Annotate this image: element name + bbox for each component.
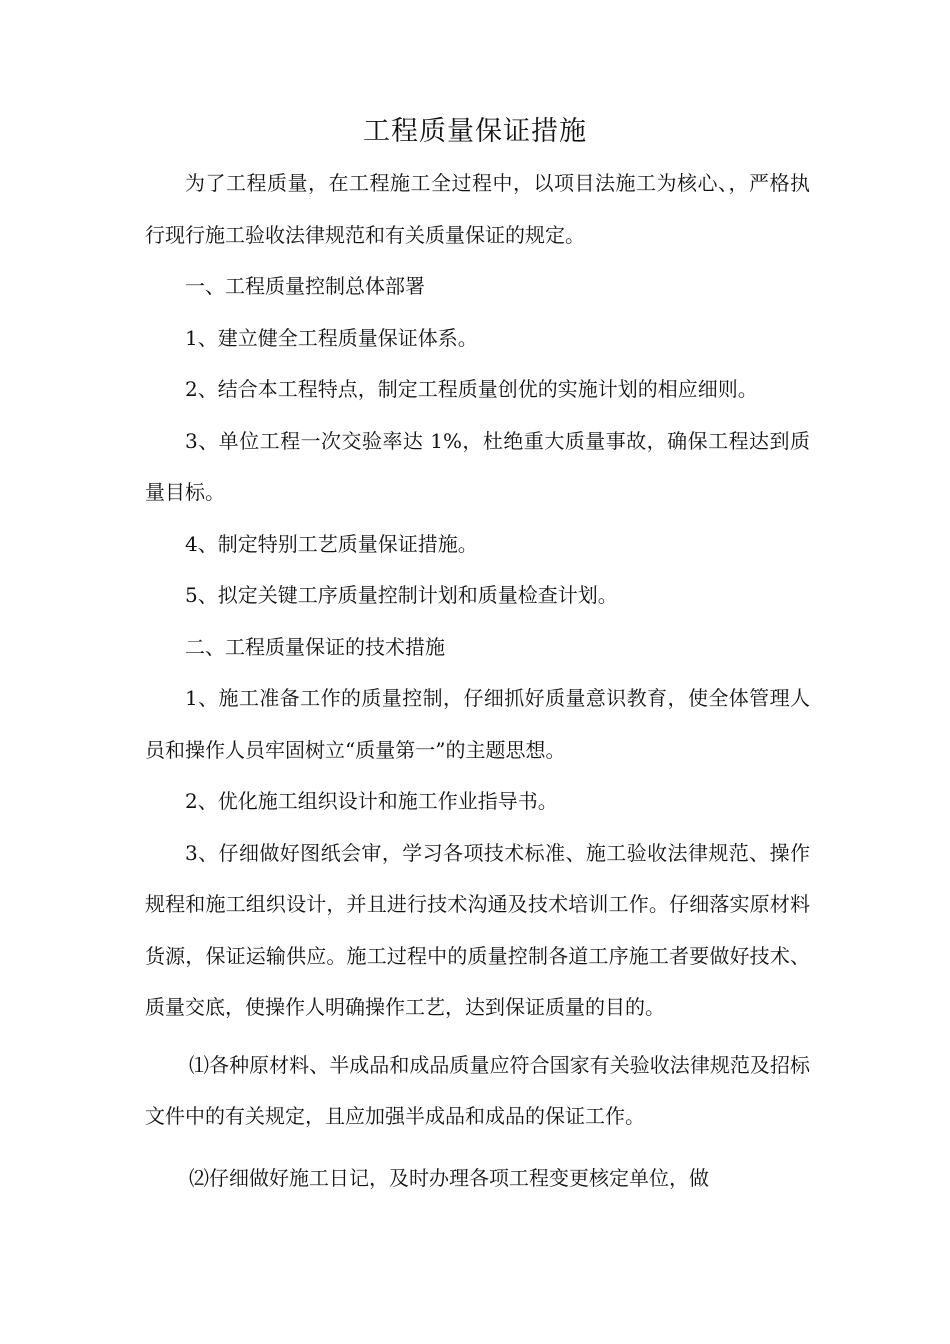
sub-list-item: ⑴各种原材料、半成品和成品质量应符合国家有关验收法律规范及招标文件中的有关规定，且应加强半成品和成品的保证工作。 <box>145 1052 810 1128</box>
document-body <box>145 158 810 1204</box>
section-heading-2: 二、工程质量保证的技术措施 <box>185 634 445 659</box>
list-item: 3、单位工程一次交验率达 1%，杜绝重大质量事故，确保工程达到质量目标。 <box>145 428 810 504</box>
sub-list-item: ⑵仔细做好施工日记，及时办理各项工程变更核定单位，做 <box>189 1165 709 1190</box>
list-item: 3、仔细做好图纸会审，学习各项技术标准、施工验收法律规范、操作规程和施工组织设计，并且进行技术沟通及技术培训工作。仔细落实原材料货源，保证运输供应。施工过程中的质量控制各道工序施工者要做好技术、质量交底，使操作人明确操作工艺，达到保证质量的目的。 <box>145 840 810 1019</box>
section-heading-1: 一、工程质量控制总体部署 <box>185 274 425 298</box>
document-title: 工程质量保证措施 <box>363 116 587 147</box>
list-item: 2、结合本工程特点，制定工程质量创优的实施计划的相应细则。 <box>185 377 758 401</box>
list-item: 2、优化施工组织设计和施工作业指导书。 <box>185 789 558 813</box>
list-item: 4、制定特别工艺质量保证措施。 <box>185 531 478 556</box>
list-item: 5、拟定关键工序质量控制计划和质量检查计划。 <box>185 583 618 607</box>
paragraph-intro: 为了工程质量，在工程施工全过程中，以项目法施工为核心、，严格执行现行施工验收法律规范和有关质量保证的规定。 <box>145 171 810 247</box>
list-item: 1、施工准备工作的质量控制，仔细抓好质量意识教育，使全体管理人员和操作人员牢固树立“质量第一”的主题思想。 <box>145 686 810 762</box>
list-item: 1、建立健全工程质量保证体系。 <box>185 325 478 350</box>
